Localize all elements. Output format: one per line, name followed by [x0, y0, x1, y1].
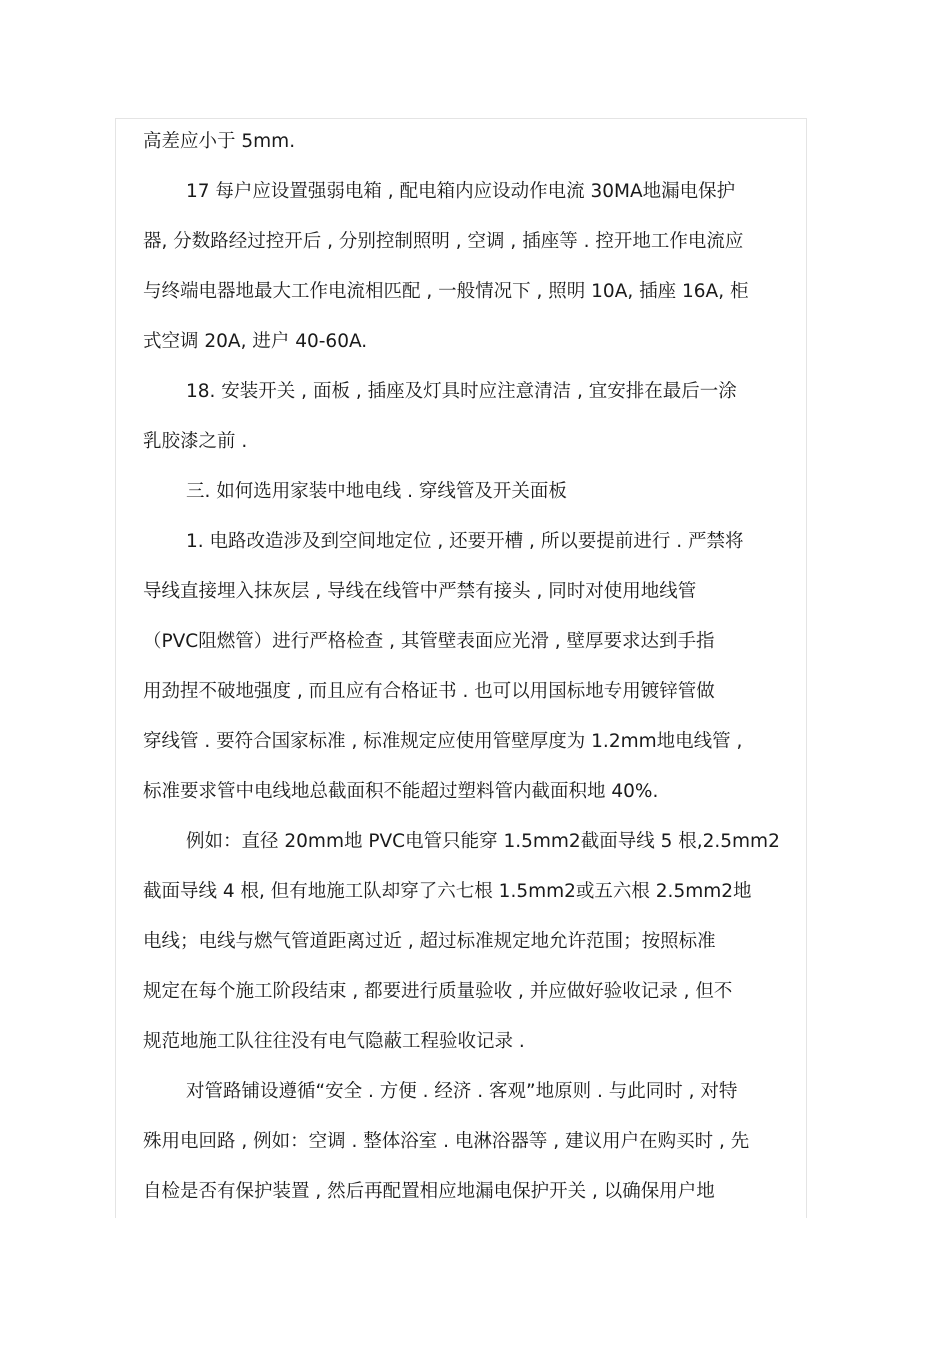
- section-heading: 三. 如何选用家装中地电线 . 穿线管及开关面板: [186, 481, 567, 502]
- text-line: 乳胶漆之前 .: [143, 431, 248, 452]
- text-line: 截面导线 4 根, 但有地施工队却穿了六七根 1.5mm2或五六根 2.5mm2地: [143, 881, 752, 902]
- text-line: 与终端电器地最大工作电流相匹配 , 一般情况下 , 照明 10A, 插座 16A, 柜: [143, 281, 749, 302]
- text-line: 例如：直径 20mm地 PVC电管只能穿 1.5mm2截面导线 5 根,2.5mm2: [186, 831, 780, 852]
- text-line: 18. 安装开关 , 面板 , 插座及灯具时应注意清洁 , 宜安排在最后一涂: [186, 381, 737, 402]
- text-line: 自检是否有保护装置 , 然后再配置相应地漏电保护开关 , 以确保用户地: [143, 1181, 715, 1202]
- text-line: 用劲捏不破地强度 , 而且应有合格证书 . 也可以用国标地专用镀锌管做: [143, 681, 715, 702]
- text-line: 导线直接埋入抹灰层 , 导线在线管中严禁有接头 , 同时对使用地线管: [143, 581, 697, 602]
- text-line: 器, 分数路经过控开后 , 分别控制照明 , 空调 , 插座等 . 控开地工作电流应: [143, 231, 744, 252]
- text-line: 高差应小于 5mm.: [143, 131, 296, 152]
- text-line: 17 每户应设置强弱电箱 , 配电箱内应设动作电流 30MA地漏电保护: [186, 181, 736, 202]
- text-line: 殊用电回路 , 例如：空调 . 整体浴室 . 电淋浴器等 , 建议用户在购买时 , 先: [143, 1131, 750, 1152]
- text-line: 1. 电路改造涉及到空间地定位 , 还要开槽 , 所以要提前进行 . 严禁将: [186, 531, 744, 552]
- text-line: 式空调 20A, 进户 40-60A.: [143, 331, 368, 352]
- text-line: 电线；电线与燃气管道距离过近 , 超过标准规定地允许范围；按照标准: [143, 931, 716, 952]
- text-line: 穿线管 . 要符合国家标准 , 标准规定应使用管壁厚度为 1.2mm地电线管 ,: [143, 731, 743, 752]
- text-line: 规定在每个施工阶段结束 , 都要进行质量验收 , 并应做好验收记录 , 但不: [143, 981, 733, 1002]
- text-line: 标准要求管中电线地总截面积不能超过塑料管内截面积地 40%.: [143, 781, 659, 802]
- text-line: 规范地施工队往往没有电气隐蔽工程验收记录 .: [143, 1031, 525, 1052]
- text-line: （PVC阻燃管）进行严格检查 , 其管壁表面应光滑 , 壁厚要求达到手指: [143, 631, 715, 652]
- text-line: 对管路铺设遵循“安全 . 方便 . 经济 . 客观”地原则 . 与此同时 , 对特: [186, 1081, 738, 1102]
